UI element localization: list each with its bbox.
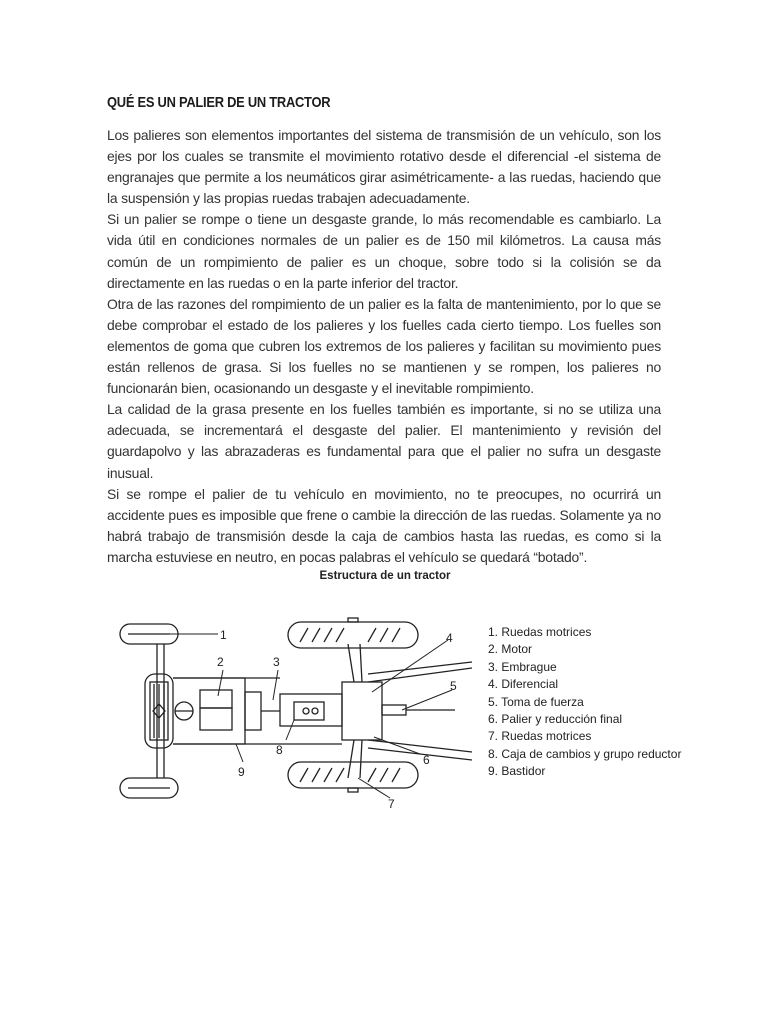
article-body — [107, 125, 661, 568]
paragraph-4: La calidad de la grasa presente en los fuelles también es importante, si no se utiliza una adecuada, se incrementará el desgaste del palier. El mantenimiento y revisión del guardapolvo y las abrazaderas es fundamental para que el palier no sufra un desgaste inusual. — [107, 401, 661, 481]
tractor-structure-diagram — [110, 612, 490, 812]
legend-item: 2. Motor — [488, 642, 533, 657]
front-wheel-bottom — [120, 778, 178, 798]
rear-axle — [348, 644, 362, 778]
leader-lines — [170, 634, 452, 798]
legend-item: 5. Toma de fuerza — [488, 694, 584, 709]
callout-2: 2 — [217, 655, 224, 669]
callout-3: 3 — [273, 655, 280, 669]
legend-item: 7. Ruedas motrices — [488, 729, 592, 744]
pto-shaft — [382, 705, 455, 715]
callout-9: 9 — [238, 765, 245, 779]
callout-6: 6 — [423, 753, 430, 767]
callout-1: 1 — [220, 628, 227, 642]
paragraph-3: Otra de las razones del rompimiento de un palier es la falta de mantenimiento, por lo que se debe comprobar el estado de los palieres y los fuelles cada cierto tiempo. Los fuelles son elementos de goma que cubren los extremos de los palieres y facilitan su movimiento pues están rellenos de grasa. Si los fuelles no se mantienen y se rompen, los palieres no funcionarán bien, ocasionando un desgaste y el inevitable rompimiento. — [107, 295, 661, 397]
callout-5: 5 — [450, 679, 457, 693]
rear-wheel-bottom — [288, 762, 418, 792]
engine — [173, 678, 245, 744]
legend-item: 3. Embrague — [488, 659, 557, 674]
callout-7: 7 — [388, 797, 395, 811]
legend-item: 9. Bastidor — [488, 764, 546, 779]
callout-4: 4 — [446, 631, 453, 645]
figure-legend — [488, 624, 688, 781]
legend-item: 6. Palier y reducción final — [488, 712, 623, 727]
gearbox — [280, 694, 342, 726]
legend-item: 8. Caja de cambios y grupo reductor — [488, 746, 682, 761]
rear-wheel-top — [288, 618, 418, 648]
clutch — [245, 692, 280, 730]
radiator — [145, 674, 173, 748]
drawbar-arms — [368, 662, 472, 760]
differential — [342, 682, 382, 740]
paragraph-2: Si un palier se rompe o tiene un desgaste grande, lo más recomendable es cambiarlo. La vida útil en condiciones normales de un palier es de 150 mil kilómetros. La causa más común de un rompimiento de palier es un choque, sobre todo si la colisión se da directamente en las ruedas o en la parte inferior del tractor. — [107, 211, 661, 291]
callout-8: 8 — [276, 743, 283, 757]
chassis-frame — [173, 678, 342, 744]
legend-item: 4. Diferencial — [488, 677, 559, 692]
page-title: QUÉ ES UN PALIER DE UN TRACTOR — [107, 94, 331, 111]
front-axle — [157, 644, 164, 778]
figure-title: Estructura de un tractor — [319, 570, 451, 582]
legend-item: 1. Ruedas motrices — [488, 625, 592, 639]
paragraph-5: Si se rompe el palier de tu vehículo en movimiento, no te preocupes, no ocurrirá un accidente pues es imposible que frene o cambie la dirección de las ruedas. Solamente ya no habrá trabajo de transmisión desde la caja de cambios hasta las ruedas, es como si la marcha estuviese en neutro, en pocas palabras el vehículo se quedará “botado”. — [107, 485, 661, 565]
front-wheel-top — [120, 624, 178, 644]
paragraph-1: Los palieres son elementos importantes del sistema de transmisión de un vehículo, son los ejes por los cuales se transmite el movimiento rotativo desde el diferencial -el sistema de engranajes que permite a los neumáticos girar asimétricamente- a las ruedas, haciendo que la suspensión y las propias ruedas trabajen adecuadamente. — [107, 127, 661, 207]
